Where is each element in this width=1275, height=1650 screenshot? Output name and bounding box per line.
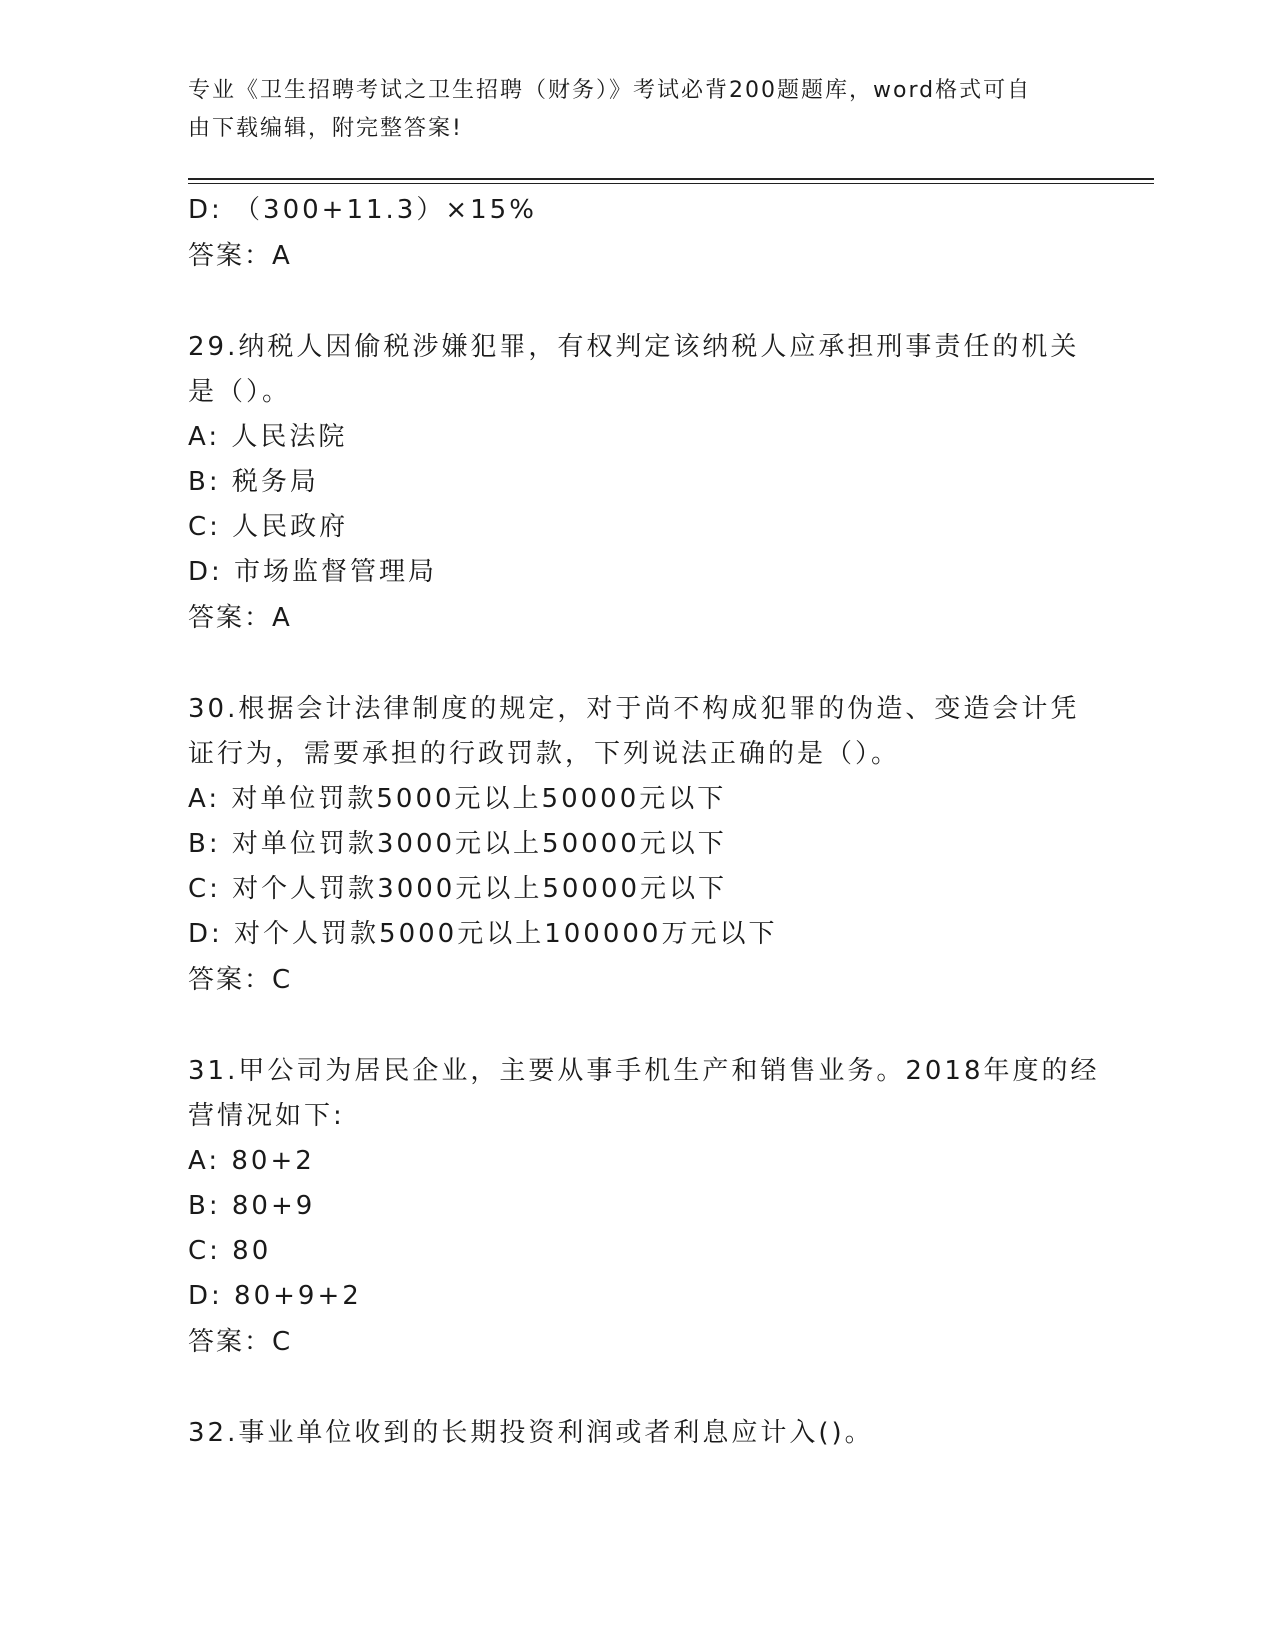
question-text-line-1: 32.事业单位收到的长期投资利润或者利息应计入()。: [188, 1418, 874, 1448]
option-a: A: 对单位罚款5000元以上50000元以下: [188, 784, 727, 814]
answer-label: 答案：: [188, 1327, 273, 1357]
answer-value: A: [272, 241, 291, 271]
option-c: C: 80: [188, 1236, 272, 1266]
answer-value: C: [272, 965, 292, 995]
document-header: [188, 72, 1068, 148]
option-d: D: 对个人罚款5000元以上100000万元以下: [188, 919, 778, 949]
header-divider-thin: [188, 183, 1154, 184]
option-c: C: 对个人罚款3000元以上50000元以下: [188, 874, 728, 904]
question-text-line-2: 营情况如下:: [188, 1101, 345, 1131]
option-a: A: 80+2: [188, 1146, 315, 1176]
header-divider-thick: [188, 178, 1154, 180]
option-b: B: 80+9: [188, 1191, 316, 1221]
answer-value: C: [272, 1327, 292, 1357]
prev-option-d: D: （300+11.3）×15%: [188, 195, 537, 225]
answer: [188, 957, 1088, 1003]
answer-label: 答案：: [188, 965, 273, 995]
header-line-2: 由下载编辑，附完整答案!: [188, 116, 463, 141]
header-line-1: 专业《卫生招聘考试之卫生招聘（财务）》考试必背200题题库，word格式可自: [188, 78, 1032, 103]
answer: [188, 1319, 1088, 1365]
question-31: [188, 1049, 1100, 1365]
question-text-line-2: 是（）。: [188, 377, 292, 407]
question-text-line-1: 30.根据会计法律制度的规定，对于尚不构成犯罪的伪造、变造会计凭: [188, 694, 1080, 724]
answer-label: 答案：: [188, 603, 273, 633]
prev-answer: [188, 233, 1088, 279]
option-d: D: 市场监督管理局: [188, 557, 438, 587]
option-b: B: 对单位罚款3000元以上50000元以下: [188, 829, 727, 859]
question-30: [188, 687, 1088, 1003]
option-a: A: 人民法院: [188, 422, 348, 452]
question-text-line-2: 证行为，需要承担的行政罚款，下列说法正确的是（）。: [188, 739, 901, 769]
option-d: D: 80+9+2: [188, 1281, 362, 1311]
option-b: B: 税务局: [188, 467, 319, 497]
answer-label: 答案：: [188, 241, 273, 271]
question-29: [188, 325, 1088, 641]
question-text-line-1: 31.甲公司为居民企业，主要从事手机生产和销售业务。2018年度的经: [188, 1056, 1100, 1086]
question-32: [188, 1411, 1088, 1456]
answer: [188, 595, 1088, 641]
question-list: [188, 188, 1100, 1456]
option-c: C: 人民政府: [188, 512, 349, 542]
answer-value: A: [272, 603, 291, 633]
question-text-line-1: 29.纳税人因偷税涉嫌犯罪，有权判定该纳税人应承担刑事责任的机关: [188, 332, 1080, 362]
